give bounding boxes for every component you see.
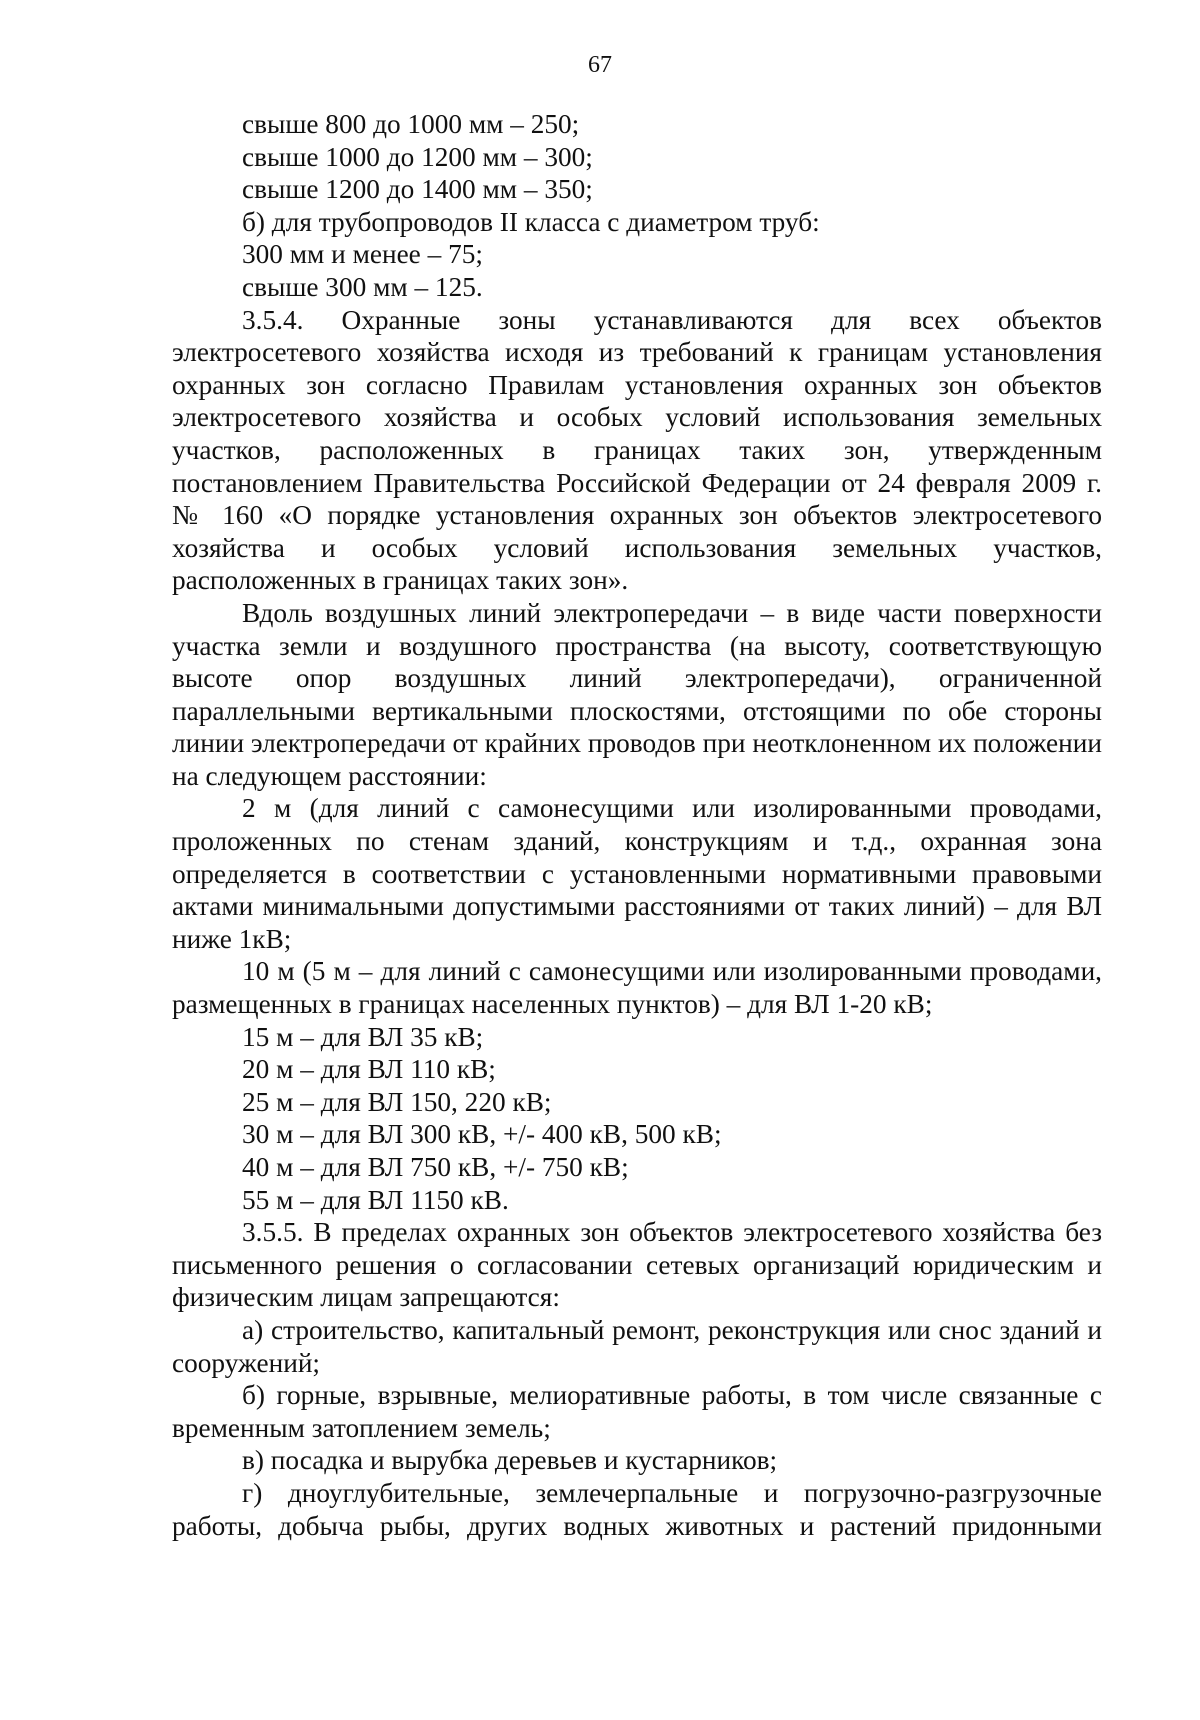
- paragraph: 2 м (для линий с самонесущими или изолированными проводами, проложенных по стенам зданий, конструкциям и т.д., охранная зона определяется в соответствии с установленными нормативными правовыми актами минимальными допустимыми расстояниями от таких линий) – для ВЛ ниже 1кВ;: [172, 793, 1102, 954]
- paragraph: свыше 1000 до 1200 мм – 300;: [242, 141, 593, 172]
- paragraph: 10 м (5 м – для линий с самонесущими или изолированными проводами, размещенных в границах населенных пунктов) – для ВЛ 1-20 кВ;: [172, 956, 1102, 1020]
- paragraph: 15 м – для ВЛ 35 кВ;: [242, 1021, 484, 1052]
- paragraph: 300 мм и менее – 75;: [242, 239, 483, 270]
- paragraph: б) для трубопроводов II класса с диаметром труб:: [242, 206, 820, 237]
- paragraph: 3.5.4. Охранные зоны устанавливаются для всех объектов электросетевого хозяйства исходя из требований к границам установления охранных зон согласно Правилам установления охранных зон объектов электросетевого хозяйства и особых условий использования земельных участков, расположенных в границах таких зон, утвержденным постановлением Правительства Российской Федерации от 24 февраля 2009 г. № 160 «О порядке установления охранных зон объектов электросетевого хозяйства и особых условий использования земельных участков, расположенных в границах таких зон».: [172, 304, 1102, 596]
- paragraph: г) дноуглубительные, землечерпальные и погрузочно-разгрузочные работы, добыча рыбы, других водных животных и растений придонными: [172, 1477, 1102, 1541]
- paragraph: 20 м – для ВЛ 110 кВ;: [242, 1054, 496, 1085]
- paragraph: б) горные, взрывные, мелиоративные работы, в том числе связанные с временным затоплением земель;: [172, 1380, 1102, 1443]
- page-number: 67: [588, 52, 612, 78]
- document-body: [172, 108, 1102, 1542]
- paragraph: 3.5.5. В пределах охранных зон объектов электросетевого хозяйства без письменного решения о согласовании сетевых организаций юридическим и физическим лицам запрещаются:: [172, 1217, 1102, 1313]
- paragraph: а) строительство, капитальный ремонт, реконструкция или снос зданий и сооружений;: [172, 1314, 1102, 1378]
- paragraph: свыше 1200 до 1400 мм – 350;: [242, 174, 593, 205]
- paragraph: 30 м – для ВЛ 300 кВ, +/- 400 кВ, 500 кВ;: [242, 1119, 722, 1150]
- paragraph: 55 м – для ВЛ 1150 кВ.: [242, 1184, 509, 1215]
- paragraph: в) посадка и вырубка деревьев и кустарников;: [242, 1445, 778, 1476]
- paragraph: свыше 300 мм – 125.: [242, 271, 483, 302]
- paragraph: Вдоль воздушных линий электропередачи – в виде части поверхности участка земли и воздушного пространства (на высоту, соответствующую высоте опор воздушных линий электропередачи), ограниченной параллельными вертикальными плоскостями, отстоящими по обе стороны линии электропередачи от крайних проводов при неотклоненном их положении на следующем расстоянии:: [172, 597, 1102, 791]
- paragraph: 40 м – для ВЛ 750 кВ, +/- 750 кВ;: [242, 1152, 629, 1182]
- paragraph: 25 м – для ВЛ 150, 220 кВ;: [242, 1086, 552, 1117]
- paragraph: свыше 800 до 1000 мм – 250;: [242, 109, 580, 139]
